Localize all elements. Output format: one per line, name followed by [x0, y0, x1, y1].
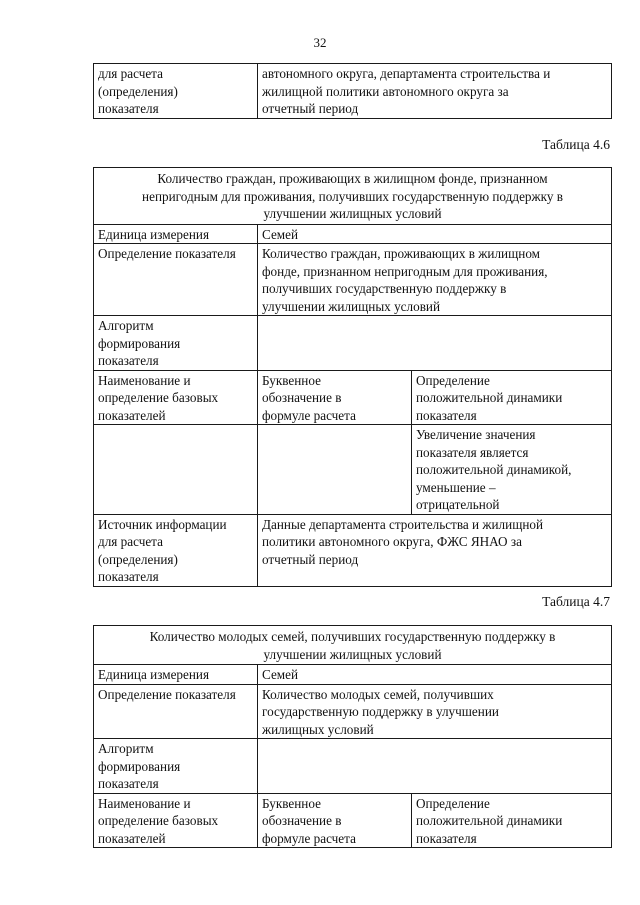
algorithm-label-cell: Алгоритм формирования показателя [94, 739, 258, 794]
source-value-cell: автономного округа, департамента строительства и жилищной политики автономного округа за отчетный период [258, 64, 612, 119]
table-row [94, 514, 612, 586]
definition-value-cell: Количество молодых семей, получивших государственную поддержку в улучшении жилищных условий [258, 684, 612, 739]
unit-label-cell: Единица измерения [94, 224, 258, 244]
source-label-cell: для расчета (определения) показателя [94, 64, 258, 119]
table-row [94, 316, 612, 371]
continued-table-fragment [93, 63, 612, 119]
letter-designation-cell: Буквенное обозначение в формуле расчета [258, 370, 412, 425]
empty-cell [94, 425, 258, 515]
table-title: Количество граждан, проживающих в жилищном фонде, признанном непригодным для проживания, получивших государственную поддержку в улучшении жилищных условий [94, 168, 612, 225]
unit-label-cell: Единица измерения [94, 665, 258, 685]
unit-value-cell: Семей [258, 224, 612, 244]
algorithm-value-cell [258, 739, 612, 794]
positive-dynamics-value-cell: Увеличение значения показателя является положительной динамикой, уменьшение – отрицательной [412, 425, 612, 515]
unit-value-cell: Семей [258, 665, 612, 685]
table-row [94, 370, 612, 425]
algorithm-label-cell: Алгоритм формирования показателя [94, 316, 258, 371]
table-row [94, 665, 612, 685]
base-indicators-label-cell: Наименование и определение базовых показателей [94, 793, 258, 848]
table-caption-4-6: Таблица 4.6 [542, 137, 610, 152]
table-row [94, 244, 612, 316]
definition-value-cell: Количество граждан, проживающих в жилищном фонде, признанном непригодным для проживания, получивших государственную поддержку в улучшении жилищных условий [258, 244, 612, 316]
table-4-6 [93, 167, 612, 587]
positive-dynamics-label-cell: Определение положительной динамики показателя [412, 793, 612, 848]
base-indicators-label-cell: Наименование и определение базовых показателей [94, 370, 258, 425]
empty-cell [258, 425, 412, 515]
table-row [94, 739, 612, 794]
table-row [94, 684, 612, 739]
definition-label-cell: Определение показателя [94, 684, 258, 739]
table-row [94, 793, 612, 848]
table-row [94, 224, 612, 244]
definition-label-cell: Определение показателя [94, 244, 258, 316]
table-row [94, 64, 612, 119]
table-title: Количество молодых семей, получивших государственную поддержку в улучшении жилищных условий [94, 626, 612, 665]
source-value-cell: Данные департамента строительства и жилищной политики автономного округа, ФЖС ЯНАО за отчетный период [258, 514, 612, 586]
table-caption-4-7: Таблица 4.7 [542, 594, 610, 609]
table-4-7 [93, 625, 612, 848]
source-label-cell: Источник информации для расчета (определения) показателя [94, 514, 258, 586]
table-row [94, 626, 612, 665]
positive-dynamics-label-cell: Определение положительной динамики показателя [412, 370, 612, 425]
algorithm-value-cell [258, 316, 612, 371]
letter-designation-cell: Буквенное обозначение в формуле расчета [258, 793, 412, 848]
table-row [94, 168, 612, 225]
table-row [94, 425, 612, 515]
page-number: 32 [313, 35, 327, 50]
